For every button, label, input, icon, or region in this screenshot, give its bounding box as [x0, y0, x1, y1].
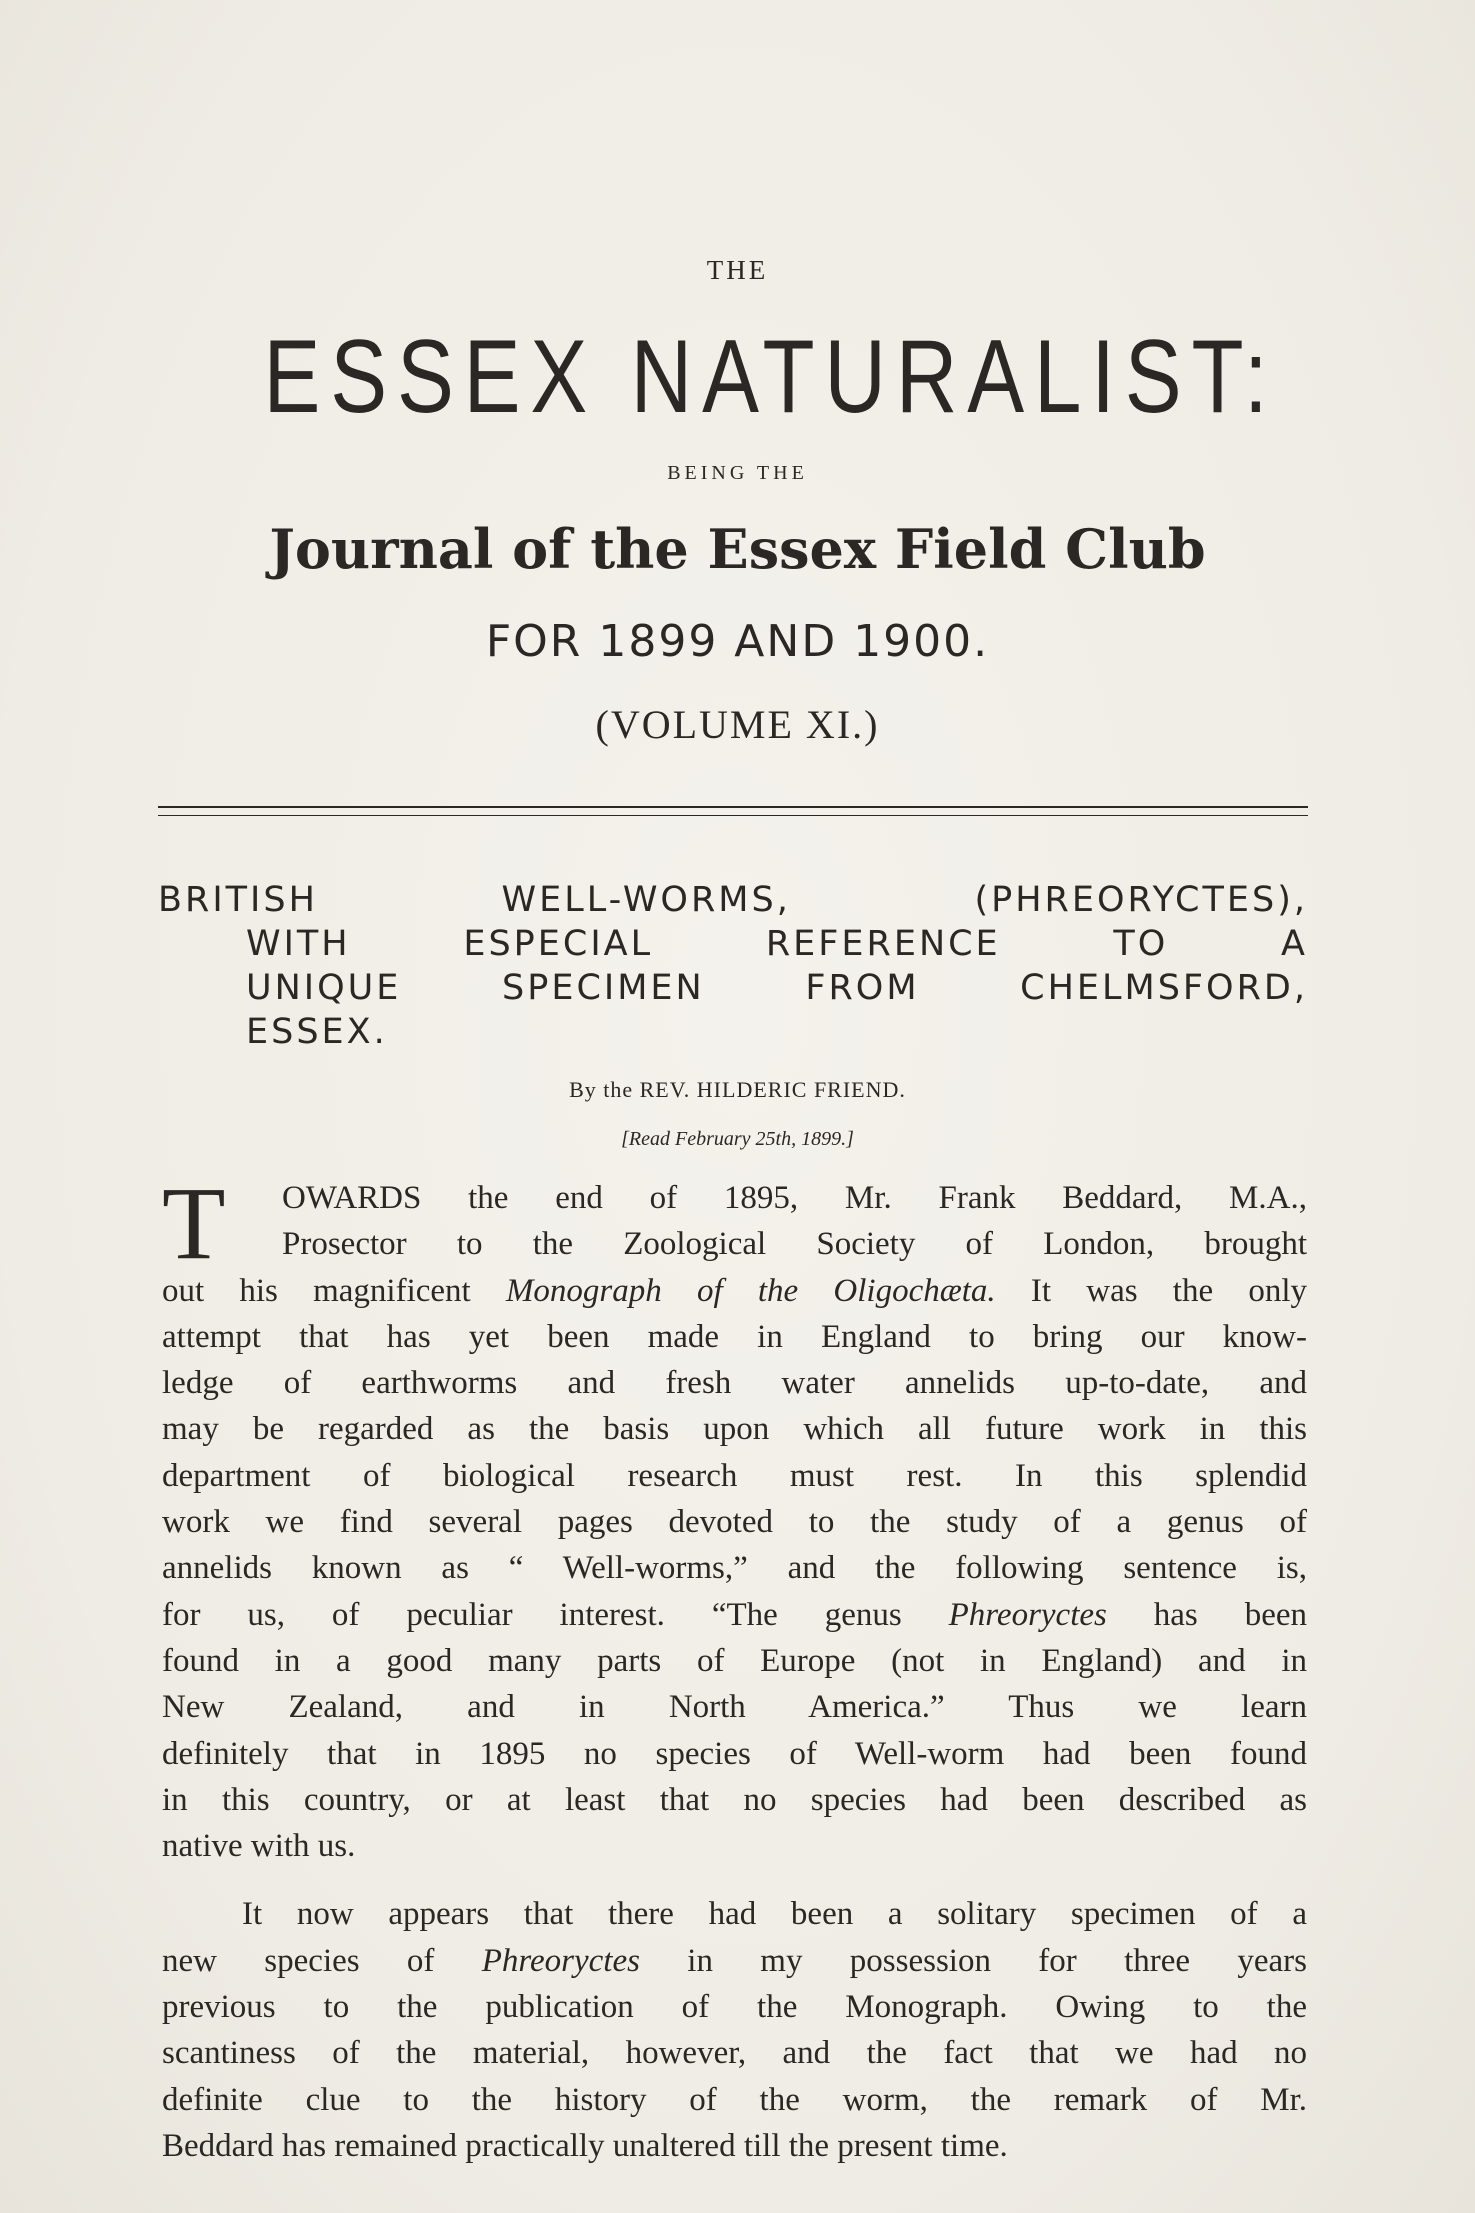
body-italic: Phreoryctes — [481, 1942, 640, 1979]
divider-thin — [158, 815, 1308, 816]
byline: By the REV. HILDERIC FRIEND. — [569, 1077, 906, 1102]
read-note: [Read February 25th, 1899.] — [621, 1128, 854, 1150]
article-title-line: UNIQUE SPECIMEN FROM CHELMSFORD, — [246, 968, 1308, 1008]
body-line: Beddard has remained practically unaltered till the present time. — [162, 2127, 1008, 2164]
body-line — [162, 1592, 1307, 1638]
article-title — [158, 878, 1308, 1054]
body-italic: Monograph of the Oligochæta. — [505, 1272, 996, 1309]
being-the-label: BEING THE — [667, 462, 808, 484]
article-title-line: WITH ESPECIAL REFERENCE TO A — [246, 924, 1308, 964]
body-line: native with us. — [162, 1828, 356, 1865]
body-text: It was the only — [995, 1272, 1307, 1309]
body-line: definitely that in 1895 no species of Well-worm had been found — [162, 1735, 1307, 1772]
body-line — [162, 1268, 1307, 1314]
body-line: definite clue to the history of the worm, the remark of Mr. — [162, 2081, 1307, 2118]
body-italic: Phreoryctes — [948, 1596, 1107, 1633]
body-line: scantiness of the material, however, and the fact that we had no — [162, 2035, 1307, 2072]
body-line: previous to the publication of the Monograph. Owing to the — [162, 1989, 1307, 2026]
article-title-line: ESSEX. — [246, 1012, 388, 1052]
years-line: FOR 1899 AND 1900. — [485, 616, 990, 667]
body-line: New Zealand, and in North America.” Thus we learn — [162, 1689, 1307, 1726]
body-text: in my possession for three years — [639, 1942, 1308, 1979]
body-text: out his magnificent — [162, 1272, 506, 1309]
body-line: department of biological research must rest. In this splendid — [162, 1457, 1307, 1494]
body-text: new species of — [162, 1942, 482, 1979]
body-line: OWARDS the end of 1895, Mr. Frank Beddard, M.A., — [282, 1180, 1307, 1216]
masthead-title: ESSEX NATURALIST: — [263, 319, 1278, 435]
article-body — [162, 1175, 1307, 2169]
body-line: annelids known as “ Well-worms,” and the following sentence is, — [162, 1550, 1307, 1587]
body-line: Prosector to the Zoological Society of London, brought — [282, 1226, 1307, 1263]
the-label: THE — [706, 255, 769, 285]
body-line: may be regarded as the basis upon which all future work in this — [162, 1411, 1307, 1448]
divider-thick — [158, 806, 1308, 808]
drop-cap: T — [162, 1166, 226, 1281]
body-text: has been — [1106, 1596, 1307, 1633]
body-line: attempt that has yet been made in England to bring our know- — [162, 1318, 1307, 1355]
paragraph-gap — [162, 1869, 1307, 1891]
body-line: ledge of earthworms and fresh water annelids up-to-date, and — [162, 1365, 1307, 1402]
body-text: for us, of peculiar interest. “The genus — [162, 1596, 949, 1633]
journal-name: Journal of the Essex Field Club — [269, 517, 1206, 581]
body-line: It now appears that there had been a solitary specimen of a — [242, 1896, 1307, 1933]
body-line: work we find several pages devoted to the study of a genus of — [162, 1504, 1307, 1541]
body-line — [162, 1938, 1307, 1984]
article-title-line: BRITISH WELL-WORMS, (PHREORYCTES), — [158, 880, 1308, 920]
body-line: found in a good many parts of Europe (not in England) and in — [162, 1642, 1307, 1679]
volume-label: (VOLUME XI.) — [595, 702, 880, 747]
body-line: in this country, or at least that no species had been described as — [162, 1781, 1307, 1818]
